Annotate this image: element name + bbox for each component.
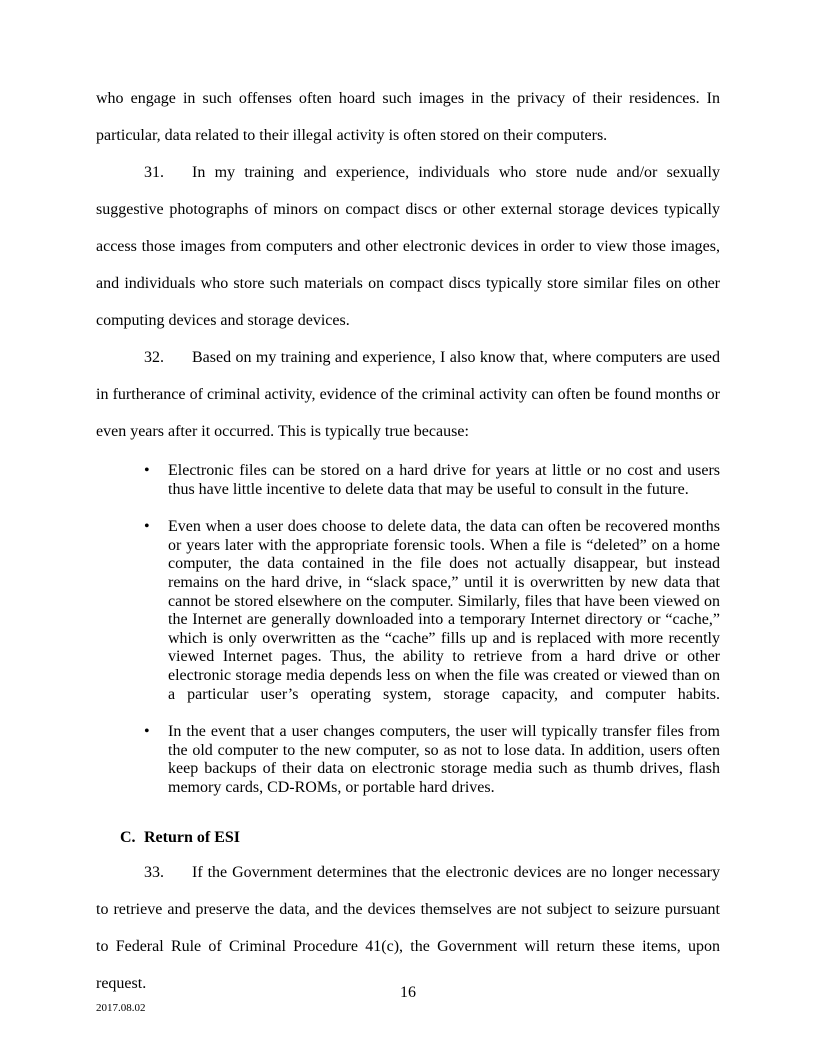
bullet-1-text: Electronic files can be stored on a hard drive for years at little or no cost and users thus have little incentive to delete data that may be useful to consult in the future. [168, 462, 720, 498]
paragraph-33-number: 33. [144, 863, 164, 881]
section-title: Return of ESI [144, 828, 241, 846]
bullet-3-text: In the event that a user changes computers, the user will typically transfer files from the old computer to the new computer, so as not to lose data. In addition, users often keep backups of their data on electronic storage media such as thumb drives, flash memory cards, CD-ROMs, or portable hard drives. [168, 723, 720, 796]
paragraph-31-text: In my training and experience, individuals who store nude and/or sexually suggestive photographs of minors on compact discs or other external storage devices typically access those images from computers and other electronic devices in order to view those images, and individuals who store such materials on compact discs typically store similar files on other computing devices and storage devices. [96, 164, 720, 329]
paragraph-33 [96, 854, 720, 1002]
bullet-icon: • [144, 723, 150, 741]
bullet-list [144, 462, 720, 798]
paragraph-31 [96, 154, 720, 339]
section-label: C. [120, 828, 136, 846]
section-heading-return-of-esi [120, 828, 720, 848]
bullet-item-2 [144, 518, 720, 704]
paragraph-32-number: 32. [144, 349, 164, 366]
bullet-icon: • [144, 462, 150, 479]
paragraph-31-number: 31. [144, 164, 164, 181]
bullet-icon: • [144, 518, 150, 536]
paragraph-32-text: Based on my training and experience, I also know that, where computers are used in furtherance of criminal activity, evidence of the criminal activity can often be found months or even years after it occurred. This is typically true because: [96, 349, 720, 440]
bullet-item-1 [144, 462, 720, 499]
paragraph-32 [96, 339, 720, 450]
bullet-item-3 [144, 723, 720, 797]
paragraph-33-text: If the Government determines that the electronic devices are no longer necessary to retrieve and preserve the data, and the devices themselves are not subject to seizure pursuant to Federal Rule of Criminal Procedure 41(c), the Government will return these items, upon request. [96, 863, 720, 992]
bullet-2-text: Even when a user does choose to delete data, the data can often be recovered months or years later with the appropriate forensic tools. When a file is “deleted” on a home computer, the data contained in the file does not actually disappear, but instead remains on the hard drive, in “slack space,” until it is overwritten by new data that cannot be stored elsewhere on the computer. Similarly, files that have been viewed on the Internet are generally downloaded into a temporary Internet directory or “cache,” which is only overwritten as the “cache” fills up and is replaced with more recently viewed Internet pages. Thus, the ability to retrieve from a hard drive or other electronic storage media depends less on when the file was created or viewed than on a particular user’s operating system, storage capacity, and computer habits. [168, 518, 720, 703]
paragraph-continuation: who engage in such offenses often hoard such images in the privacy of their residences. In particular, data related to their illegal activity is often stored on their computers. [96, 90, 720, 144]
footer-date: 2017.08.02 [96, 1002, 146, 1014]
page-number: 16 [400, 984, 416, 1001]
